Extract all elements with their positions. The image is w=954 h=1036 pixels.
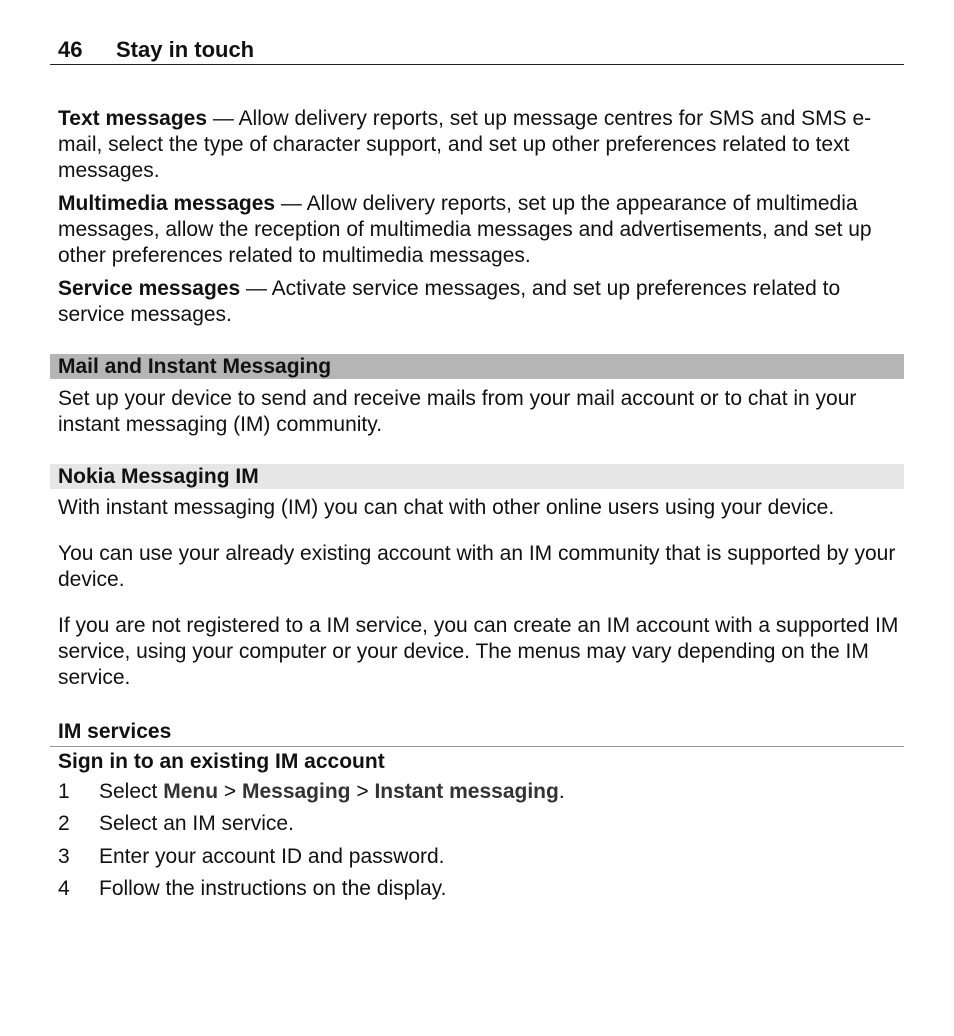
section-heading-nokia-im: Nokia Messaging IM bbox=[50, 464, 904, 489]
step-number: 3 bbox=[58, 845, 70, 868]
page-number: 46 bbox=[58, 37, 83, 62]
multimedia-messages-label: Multimedia messages bbox=[58, 192, 276, 215]
nokia-im-paragraph-3: If you are not registered to a IM service, you can create an IM account with a supported IM service, using your computer or your device. The menus may vary depending on the IM service. bbox=[58, 614, 899, 689]
step-number: 2 bbox=[58, 812, 70, 835]
im-services-heading: IM services bbox=[58, 720, 172, 743]
multimedia-messages-description: — Allow delivery reports, set up the appearance of multimedia messages, allow the reception of multimedia messages and advertisements, and set up other preferences related to multimedia messages. bbox=[58, 192, 872, 267]
service-messages-paragraph bbox=[58, 276, 903, 328]
service-messages-description: — Activate service messages, and set up preferences related to service messages. bbox=[58, 277, 841, 326]
text-messages-paragraph bbox=[58, 106, 903, 184]
im-services-divider bbox=[50, 746, 904, 747]
step-text: Select Menu > Messaging > Instant messaging. bbox=[99, 780, 565, 803]
menu-item-messaging: Messaging bbox=[241, 780, 351, 803]
nokia-im-paragraph-2: You can use your already existing account with an IM community that is supported by your device. bbox=[58, 542, 896, 591]
multimedia-messages-paragraph bbox=[58, 191, 903, 269]
step-text: Follow the instructions on the display. bbox=[99, 877, 447, 900]
step-number: 4 bbox=[58, 877, 70, 900]
step-number: 1 bbox=[58, 780, 70, 803]
menu-item-instant-messaging: Instant messaging bbox=[374, 780, 559, 803]
chapter-title: Stay in touch bbox=[116, 37, 255, 62]
step-text: Select an IM service. bbox=[99, 812, 294, 835]
sign-in-heading: Sign in to an existing IM account bbox=[58, 750, 385, 773]
mail-im-paragraph: Set up your device to send and receive mails from your mail account or to chat in your instant messaging (IM) community. bbox=[58, 387, 857, 436]
step-text: Enter your account ID and password. bbox=[99, 845, 445, 868]
section-heading-mail-im: Mail and Instant Messaging bbox=[50, 354, 904, 379]
text-messages-description: — Allow delivery reports, set up message centres for SMS and SMS e-mail, select the type of character support, and set up other preferences related to text messages. bbox=[58, 107, 872, 182]
page-header bbox=[50, 35, 904, 65]
menu-item-menu: Menu bbox=[163, 780, 219, 803]
text-messages-label: Text messages bbox=[58, 107, 208, 130]
service-messages-label: Service messages bbox=[58, 277, 241, 300]
nokia-im-paragraph-1: With instant messaging (IM) you can chat with other online users using your device. bbox=[58, 496, 835, 519]
